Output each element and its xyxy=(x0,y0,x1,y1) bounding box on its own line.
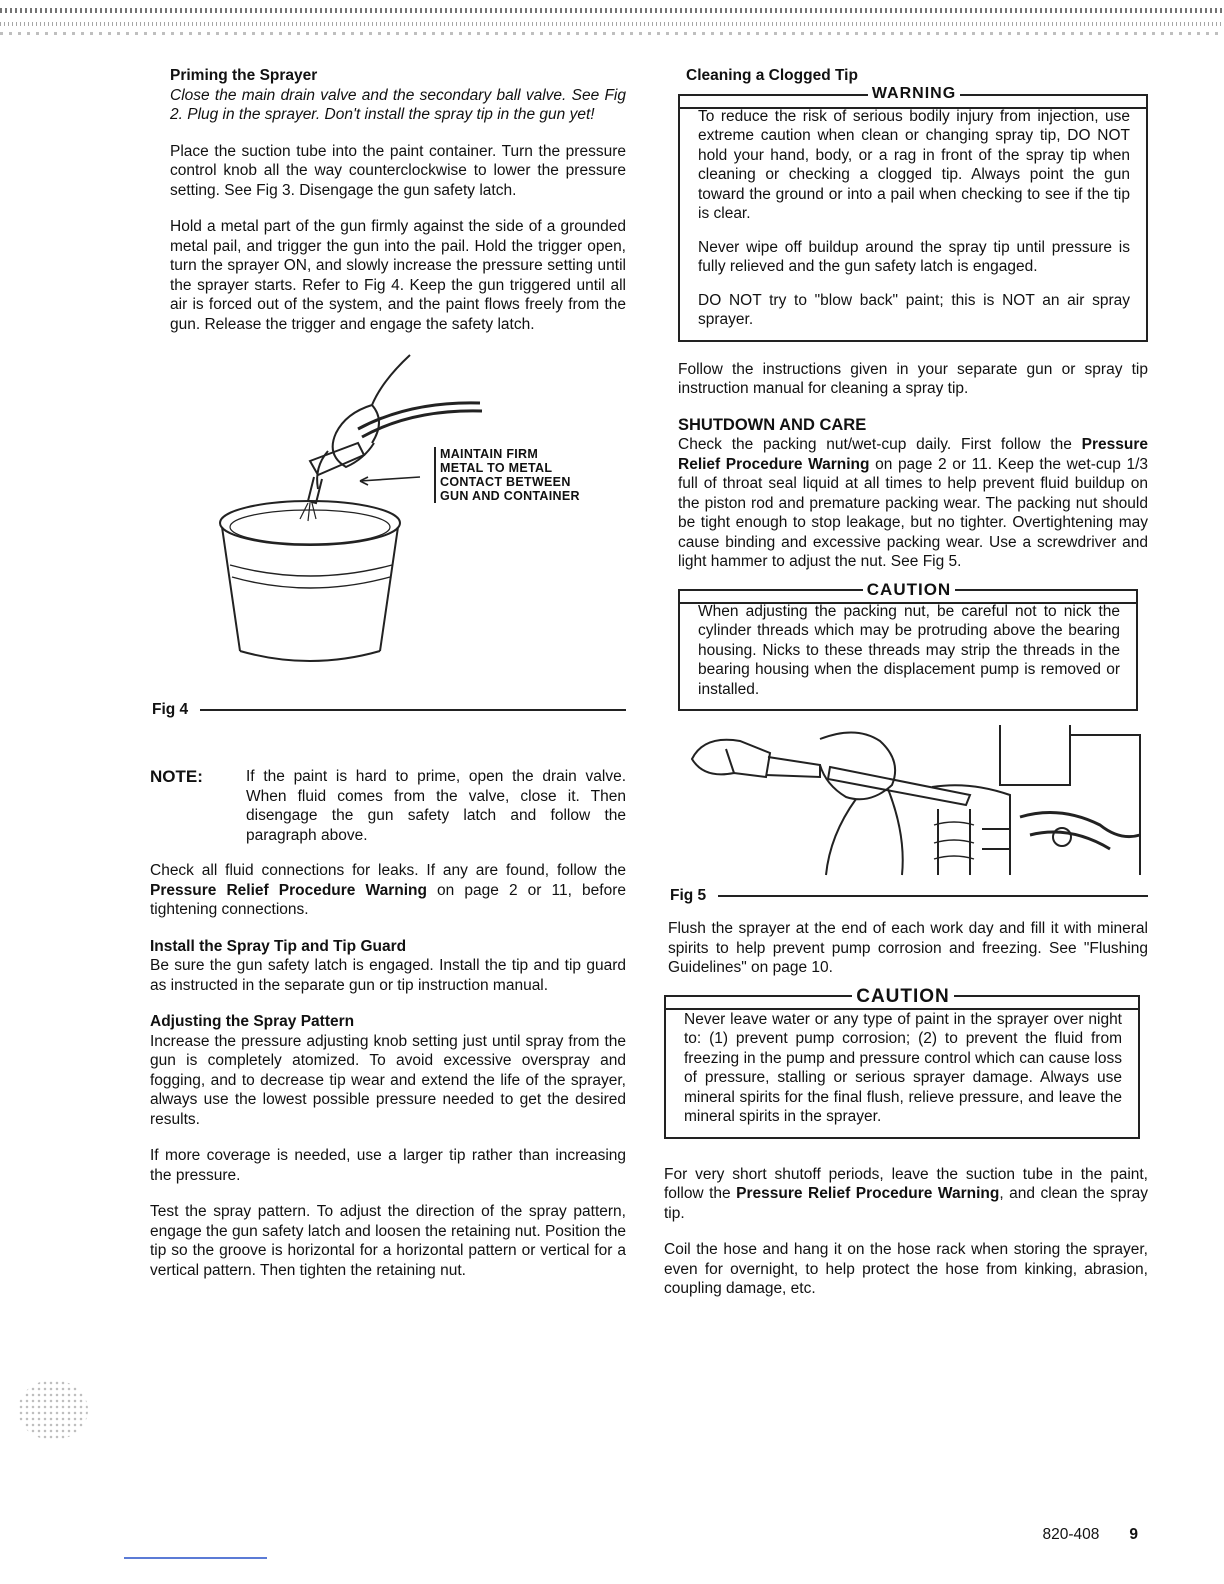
install-section xyxy=(150,937,626,996)
caution-1-title: CAUTION xyxy=(698,580,1120,600)
warning-text-3: DO NOT try to "blow back" paint; this is NOT an air spray sprayer. xyxy=(698,291,1130,328)
adjusting-p2: If more coverage is needed, use a larger tip rather than increasing the pressure. xyxy=(150,1147,626,1184)
caution-2-text: Never leave water or any type of paint in the sprayer over night to: (1) prevent pump corrosion; (2) to prevent the fluid from freezing in the pump and pressure control which can cause loss of pressure, stalling or serious sprayer damage. Always use mineral spirits for the final flush, relieve pressure, and leave the mineral spirits in the sprayer. xyxy=(684,1010,1122,1125)
adjusting-p1: Increase the pressure adjusting knob setting just until spray from the gun is completely atomized. To avoid excessive overspray and fogging, and to decrease tip wear and extend the life of the sprayer, always use the lowest possible pressure needed to get the desired results. xyxy=(150,1032,626,1128)
coil-paragraph: Coil the hose and hang it on the hose rack when storing the sprayer, even for overnight, to help protect the hose from kinking, abrasion, coupling damage, etc. xyxy=(664,1241,1148,1297)
caution-box-1 xyxy=(678,579,1138,712)
page-number: 9 xyxy=(1129,1526,1138,1543)
priming-p1: Close the main drain valve and the secondary ball valve. See Fig 2. Plug in the sprayer. Don't install the spray tip in the gun yet! xyxy=(170,86,626,123)
caution-2-title: CAUTION xyxy=(684,986,1122,1008)
shutdown-heading: SHUTDOWN AND CARE xyxy=(678,415,867,434)
doc-number: 820-408 xyxy=(1042,1526,1100,1543)
scan-noise-band xyxy=(0,8,1224,38)
cleaning-heading: Cleaning a Clogged Tip xyxy=(686,67,858,84)
install-heading: Install the Spray Tip and Tip Guard xyxy=(150,937,407,955)
fig4-illustration xyxy=(150,351,626,691)
callout-line-3: CONTACT BETWEEN xyxy=(440,475,571,489)
callout-line-4: GUN AND CONTAINER xyxy=(440,489,580,503)
warning-title: WARNING xyxy=(698,85,1130,103)
warning-text-2: Never wipe off buildup around the spray tip until pressure is fully relieved and the gun safety latch is engaged. xyxy=(698,238,1130,275)
flush-paragraph: Flush the sprayer at the end of each work day and fill it with mineral spirits to help prevent pump corrosion and freezing. See "Flushing Guidelines" on page 10. xyxy=(668,920,1148,976)
fig5-caption xyxy=(670,887,1148,905)
pressure-relief-ref-3: Pressure Relief Procedure Warning xyxy=(736,1185,1000,1202)
check-connections-paragraph: Check all fluid connections for leaks. If any are found, follow the Pressure Relief Procedure Warning on page 2 or 11, before tightening connections. xyxy=(150,862,626,918)
right-column xyxy=(664,66,1148,1316)
fig4-callout xyxy=(434,447,580,503)
cleaning-after: Follow the instructions given in your separate gun or spray tip instruction manual for cleaning a spray tip. xyxy=(678,360,1148,397)
callout-line-2: METAL TO METAL xyxy=(440,461,553,475)
shutoff-paragraph: For very short shutoff periods, leave the suction tube in the paint, follow the Pressure Relief Procedure Warning, and clean the spray tip. xyxy=(664,1165,1148,1222)
install-text: Be sure the gun safety latch is engaged. Install the tip and tip guard as instructed in the separate gun or tip instruction manual. xyxy=(150,957,626,994)
bottom-edge-line xyxy=(124,1557,267,1559)
left-column xyxy=(150,66,626,1297)
fig5-illustration xyxy=(670,725,1148,893)
note-block xyxy=(150,767,626,845)
shutdown-text: Check the packing nut/wet-cup daily. First follow the Pressure Relief Procedure Warning on page 2 or 11. Keep the wet-cup 1/3 full of throat seal liquid at all times to help prevent fluid buildup on the piston rod and premature packing wear. The packing nut should be tight enough to stop leakage, but no tighter. Overtightening may cause binding and excessive packing wear. Use a screwdriver and light hammer to adjust the nut. See Fig 5. xyxy=(678,436,1148,570)
note-text: If the paint is hard to prime, open the drain valve. When fluid comes from the valve, close it. Then disengage the gun safety latch and follow the paragraph above. xyxy=(246,768,626,844)
shutdown-section xyxy=(678,416,1148,572)
fig4 xyxy=(150,351,626,735)
adjusting-section xyxy=(150,1012,626,1280)
fig4-caption xyxy=(152,701,626,719)
note-label: NOTE: xyxy=(150,767,203,786)
priming-p3: Hold a metal part of the gun firmly against the side of a grounded metal pail, and trigger the gun into the pail. Hold the trigger open, turn the sprayer ON, and slowly increase the pressure setting until the sprayer starts. Refer to Fig 4. Keep the gun triggered until all air is forced out of the system, and the paint flows freely from the gun. Release the trigger and engage the safety latch. xyxy=(170,218,626,333)
adjusting-heading: Adjusting the Spray Pattern xyxy=(150,1013,355,1030)
adjusting-p3: Test the spray pattern. To adjust the direction of the spray pattern, engage the gun safety latch and loosen the retaining nut. Position the tip so the groove is horizontal for a horizontal pattern or vertical for a vertical pattern. Then tighten the retaining nut. xyxy=(150,1203,626,1279)
priming-p2: Place the suction tube into the paint container. Turn the pressure control knob all the way counterclockwise to lower the pressure setting. See Fig 3. Disengage the gun safety latch. xyxy=(170,142,626,199)
priming-section xyxy=(150,66,626,334)
fig4-label: Fig 4 xyxy=(152,701,189,718)
warning-text-1: To reduce the risk of serious bodily injury from injection, use extreme caution when clean or changing spray tip, DO NOT hold your hand, body, or a rag in front of the spray tip when cleaning or checking a clogged tip. Always point the gun toward the ground or into a pail when checking to see if the tip is clear. xyxy=(698,107,1130,222)
callout-line-1: MAINTAIN FIRM xyxy=(440,447,539,461)
scan-artifact xyxy=(18,1380,88,1440)
caution-box-2 xyxy=(664,985,1140,1139)
fig5 xyxy=(670,725,1148,915)
pressure-relief-ref: Pressure Relief Procedure Warning xyxy=(150,881,427,899)
fig5-label: Fig 5 xyxy=(670,887,707,904)
page-footer xyxy=(1042,1526,1138,1544)
priming-heading: Priming the Sprayer xyxy=(170,67,318,84)
pressure-relief-ref-2: Pressure Relief Procedure Warning xyxy=(678,436,1148,473)
caution-1-text: When adjusting the packing nut, be careful not to nick the cylinder threads which may be protruding above the bearing housing. Nicks to these threads may strip the threads in the bearing housing when the displacement pump is removed or installed. xyxy=(698,602,1120,698)
warning-box xyxy=(678,84,1148,342)
